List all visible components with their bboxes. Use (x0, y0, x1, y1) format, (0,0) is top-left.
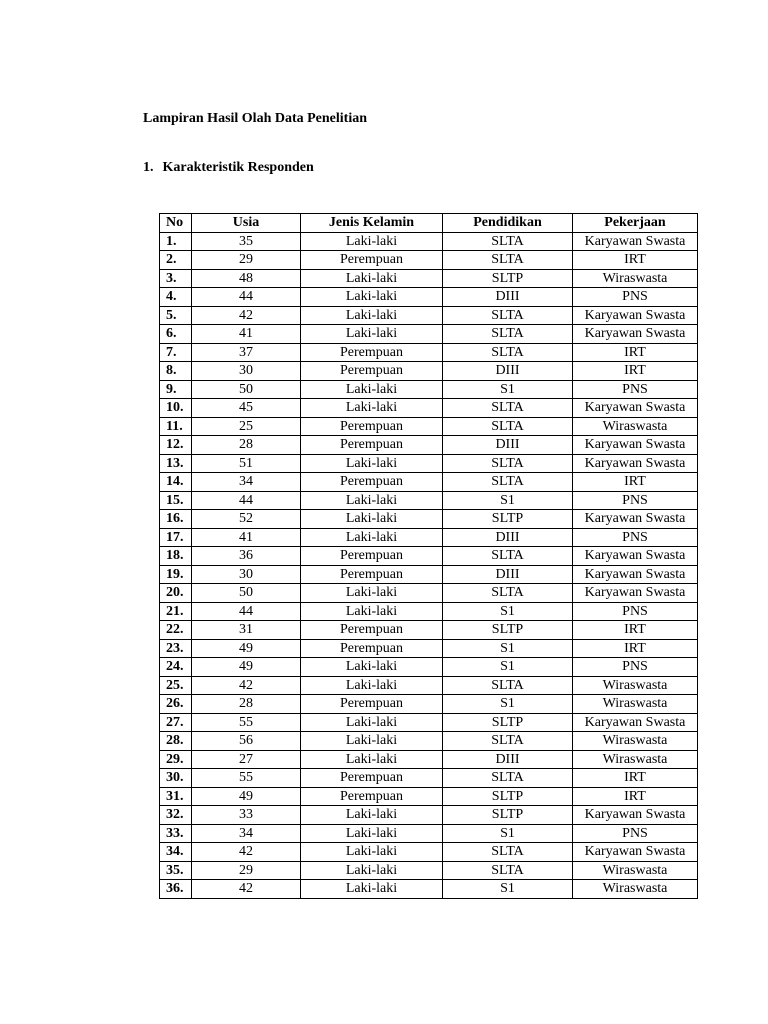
cell-pendidikan: SLTA (443, 769, 573, 788)
table-row (160, 880, 698, 899)
table-row (160, 288, 698, 307)
cell-jenis-kelamin: Perempuan (301, 362, 443, 381)
cell-jenis-kelamin: Perempuan (301, 547, 443, 566)
cell-no: 13. (160, 454, 192, 473)
cell-no: 29. (160, 750, 192, 769)
cell-no: 15. (160, 491, 192, 510)
section-title: Karakteristik Responden (162, 160, 314, 175)
cell-usia: 48 (192, 269, 301, 288)
cell-no: 7. (160, 343, 192, 362)
table-row (160, 473, 698, 492)
cell-jenis-kelamin: Laki-laki (301, 880, 443, 899)
header-usia: Usia (192, 214, 301, 233)
cell-pekerjaan: IRT (573, 787, 698, 806)
table-row (160, 843, 698, 862)
cell-no: 10. (160, 399, 192, 418)
cell-pendidikan: SLTP (443, 713, 573, 732)
cell-usia: 35 (192, 232, 301, 251)
cell-no: 4. (160, 288, 192, 307)
header-pendidikan: Pendidikan (443, 214, 573, 233)
cell-usia: 33 (192, 806, 301, 825)
cell-no: 25. (160, 676, 192, 695)
cell-jenis-kelamin: Perempuan (301, 769, 443, 788)
cell-pekerjaan: Wiraswasta (573, 732, 698, 751)
cell-usia: 56 (192, 732, 301, 751)
cell-pendidikan: SLTA (443, 584, 573, 603)
cell-pekerjaan: PNS (573, 658, 698, 677)
cell-jenis-kelamin: Laki-laki (301, 843, 443, 862)
document-title: Lampiran Hasil Olah Data Penelitian (143, 111, 368, 126)
cell-pekerjaan: Karyawan Swasta (573, 806, 698, 825)
cell-jenis-kelamin: Perempuan (301, 251, 443, 270)
cell-pekerjaan: IRT (573, 473, 698, 492)
cell-usia: 30 (192, 565, 301, 584)
cell-pendidikan: SLTA (443, 232, 573, 251)
cell-usia: 34 (192, 824, 301, 843)
cell-jenis-kelamin: Laki-laki (301, 602, 443, 621)
cell-pekerjaan: Karyawan Swasta (573, 713, 698, 732)
cell-pekerjaan: Karyawan Swasta (573, 547, 698, 566)
cell-pendidikan: SLTA (443, 306, 573, 325)
table-row (160, 454, 698, 473)
cell-pekerjaan: Wiraswasta (573, 417, 698, 436)
cell-pendidikan: SLTA (443, 473, 573, 492)
table-row (160, 639, 698, 658)
cell-usia: 31 (192, 621, 301, 640)
cell-pendidikan: DIII (443, 565, 573, 584)
respondent-table (159, 213, 698, 899)
cell-no: 2. (160, 251, 192, 270)
section-heading (143, 158, 314, 178)
cell-pekerjaan: Karyawan Swasta (573, 565, 698, 584)
cell-jenis-kelamin: Laki-laki (301, 824, 443, 843)
cell-pendidikan: SLTA (443, 417, 573, 436)
table-row (160, 602, 698, 621)
cell-pendidikan: S1 (443, 695, 573, 714)
cell-pendidikan: SLTP (443, 621, 573, 640)
cell-pendidikan: SLTA (443, 732, 573, 751)
cell-jenis-kelamin: Laki-laki (301, 732, 443, 751)
cell-no: 33. (160, 824, 192, 843)
table-row (160, 787, 698, 806)
cell-no: 17. (160, 528, 192, 547)
cell-no: 18. (160, 547, 192, 566)
table-row (160, 306, 698, 325)
table-row (160, 436, 698, 455)
cell-no: 34. (160, 843, 192, 862)
header-pekerjaan: Pekerjaan (573, 214, 698, 233)
cell-pekerjaan: IRT (573, 639, 698, 658)
cell-jenis-kelamin: Laki-laki (301, 510, 443, 529)
cell-usia: 42 (192, 880, 301, 899)
cell-usia: 27 (192, 750, 301, 769)
cell-usia: 42 (192, 843, 301, 862)
cell-pekerjaan: Karyawan Swasta (573, 399, 698, 418)
cell-usia: 41 (192, 325, 301, 344)
cell-jenis-kelamin: Laki-laki (301, 491, 443, 510)
cell-no: 19. (160, 565, 192, 584)
table-row (160, 491, 698, 510)
cell-jenis-kelamin: Laki-laki (301, 232, 443, 251)
cell-no: 22. (160, 621, 192, 640)
cell-jenis-kelamin: Laki-laki (301, 380, 443, 399)
cell-jenis-kelamin: Perempuan (301, 621, 443, 640)
cell-pendidikan: SLTP (443, 510, 573, 529)
table-row (160, 658, 698, 677)
cell-jenis-kelamin: Laki-laki (301, 750, 443, 769)
cell-no: 24. (160, 658, 192, 677)
table-row (160, 417, 698, 436)
cell-usia: 25 (192, 417, 301, 436)
cell-usia: 42 (192, 676, 301, 695)
cell-usia: 49 (192, 639, 301, 658)
cell-pekerjaan: Wiraswasta (573, 269, 698, 288)
table-row (160, 528, 698, 547)
cell-pendidikan: SLTA (443, 547, 573, 566)
cell-pekerjaan: PNS (573, 602, 698, 621)
cell-usia: 36 (192, 547, 301, 566)
cell-jenis-kelamin: Laki-laki (301, 528, 443, 547)
table-row (160, 251, 698, 270)
cell-no: 8. (160, 362, 192, 381)
cell-pendidikan: SLTA (443, 343, 573, 362)
cell-pekerjaan: Karyawan Swasta (573, 436, 698, 455)
table-row (160, 713, 698, 732)
cell-no: 27. (160, 713, 192, 732)
cell-usia: 50 (192, 380, 301, 399)
cell-no: 23. (160, 639, 192, 658)
cell-pekerjaan: Karyawan Swasta (573, 325, 698, 344)
cell-usia: 29 (192, 251, 301, 270)
cell-no: 3. (160, 269, 192, 288)
cell-no: 1. (160, 232, 192, 251)
cell-pendidikan: S1 (443, 824, 573, 843)
cell-jenis-kelamin: Laki-laki (301, 269, 443, 288)
cell-jenis-kelamin: Laki-laki (301, 676, 443, 695)
cell-pendidikan: SLTP (443, 806, 573, 825)
cell-pekerjaan: Karyawan Swasta (573, 584, 698, 603)
table-row (160, 750, 698, 769)
cell-usia: 55 (192, 713, 301, 732)
cell-jenis-kelamin: Laki-laki (301, 658, 443, 677)
cell-pendidikan: SLTA (443, 399, 573, 418)
cell-pendidikan: DIII (443, 288, 573, 307)
cell-jenis-kelamin: Perempuan (301, 695, 443, 714)
cell-usia: 50 (192, 584, 301, 603)
cell-jenis-kelamin: Laki-laki (301, 306, 443, 325)
cell-usia: 37 (192, 343, 301, 362)
cell-pendidikan: SLTA (443, 676, 573, 695)
cell-no: 26. (160, 695, 192, 714)
table-row (160, 325, 698, 344)
cell-jenis-kelamin: Laki-laki (301, 288, 443, 307)
cell-usia: 45 (192, 399, 301, 418)
cell-pekerjaan: IRT (573, 769, 698, 788)
cell-pendidikan: SLTP (443, 269, 573, 288)
table-row (160, 362, 698, 381)
table-header-row (160, 214, 698, 233)
cell-pekerjaan: Wiraswasta (573, 676, 698, 695)
cell-usia: 28 (192, 695, 301, 714)
header-no: No (160, 214, 192, 233)
cell-pekerjaan: PNS (573, 380, 698, 399)
cell-usia: 30 (192, 362, 301, 381)
table-row (160, 547, 698, 566)
cell-jenis-kelamin: Perempuan (301, 565, 443, 584)
cell-pekerjaan: IRT (573, 343, 698, 362)
cell-usia: 52 (192, 510, 301, 529)
table-row (160, 565, 698, 584)
cell-jenis-kelamin: Laki-laki (301, 806, 443, 825)
cell-pendidikan: S1 (443, 880, 573, 899)
cell-pekerjaan: Karyawan Swasta (573, 454, 698, 473)
cell-pekerjaan: Wiraswasta (573, 880, 698, 899)
cell-usia: 41 (192, 528, 301, 547)
cell-pekerjaan: IRT (573, 621, 698, 640)
cell-pendidikan: SLTA (443, 843, 573, 862)
cell-pendidikan: DIII (443, 528, 573, 547)
cell-jenis-kelamin: Laki-laki (301, 325, 443, 344)
cell-jenis-kelamin: Laki-laki (301, 584, 443, 603)
cell-pekerjaan: Karyawan Swasta (573, 510, 698, 529)
table-row (160, 380, 698, 399)
cell-jenis-kelamin: Perempuan (301, 436, 443, 455)
cell-pekerjaan: Wiraswasta (573, 861, 698, 880)
cell-pekerjaan: Wiraswasta (573, 750, 698, 769)
cell-no: 28. (160, 732, 192, 751)
cell-no: 12. (160, 436, 192, 455)
cell-pekerjaan: PNS (573, 528, 698, 547)
cell-usia: 29 (192, 861, 301, 880)
cell-pendidikan: DIII (443, 362, 573, 381)
cell-pendidikan: S1 (443, 491, 573, 510)
cell-pendidikan: SLTA (443, 251, 573, 270)
cell-pekerjaan: Karyawan Swasta (573, 306, 698, 325)
cell-no: 31. (160, 787, 192, 806)
cell-pendidikan: SLTP (443, 787, 573, 806)
cell-pendidikan: SLTA (443, 861, 573, 880)
cell-pekerjaan: PNS (573, 824, 698, 843)
cell-usia: 55 (192, 769, 301, 788)
cell-usia: 44 (192, 491, 301, 510)
cell-pekerjaan: Karyawan Swasta (573, 232, 698, 251)
cell-usia: 44 (192, 288, 301, 307)
cell-pendidikan: S1 (443, 602, 573, 621)
cell-no: 6. (160, 325, 192, 344)
cell-pendidikan: SLTA (443, 454, 573, 473)
cell-usia: 49 (192, 658, 301, 677)
cell-no: 16. (160, 510, 192, 529)
cell-pendidikan: S1 (443, 380, 573, 399)
cell-no: 32. (160, 806, 192, 825)
table-row (160, 695, 698, 714)
cell-pendidikan: S1 (443, 658, 573, 677)
table-row (160, 824, 698, 843)
table-row (160, 676, 698, 695)
cell-no: 11. (160, 417, 192, 436)
cell-usia: 49 (192, 787, 301, 806)
cell-pendidikan: SLTA (443, 325, 573, 344)
cell-no: 21. (160, 602, 192, 621)
section-number: 1. (143, 160, 154, 175)
cell-no: 9. (160, 380, 192, 399)
cell-no: 30. (160, 769, 192, 788)
cell-pekerjaan: PNS (573, 491, 698, 510)
cell-no: 36. (160, 880, 192, 899)
table-row (160, 621, 698, 640)
cell-jenis-kelamin: Laki-laki (301, 454, 443, 473)
cell-no: 35. (160, 861, 192, 880)
header-jenis-kelamin: Jenis Kelamin (301, 214, 443, 233)
table-row (160, 399, 698, 418)
cell-usia: 34 (192, 473, 301, 492)
table-row (160, 232, 698, 251)
cell-jenis-kelamin: Perempuan (301, 417, 443, 436)
cell-usia: 51 (192, 454, 301, 473)
cell-pekerjaan: PNS (573, 288, 698, 307)
cell-pekerjaan: IRT (573, 362, 698, 381)
cell-pekerjaan: Karyawan Swasta (573, 843, 698, 862)
table-row (160, 861, 698, 880)
cell-usia: 28 (192, 436, 301, 455)
cell-pendidikan: DIII (443, 750, 573, 769)
table-body (160, 232, 698, 898)
cell-jenis-kelamin: Perempuan (301, 473, 443, 492)
table-row (160, 269, 698, 288)
table-row (160, 343, 698, 362)
table-row (160, 769, 698, 788)
table-row (160, 806, 698, 825)
table-row (160, 510, 698, 529)
cell-jenis-kelamin: Laki-laki (301, 861, 443, 880)
cell-jenis-kelamin: Laki-laki (301, 399, 443, 418)
cell-pendidikan: DIII (443, 436, 573, 455)
cell-jenis-kelamin: Laki-laki (301, 713, 443, 732)
cell-pendidikan: S1 (443, 639, 573, 658)
cell-pekerjaan: IRT (573, 251, 698, 270)
cell-usia: 44 (192, 602, 301, 621)
cell-jenis-kelamin: Perempuan (301, 787, 443, 806)
cell-usia: 42 (192, 306, 301, 325)
table-row (160, 732, 698, 751)
cell-no: 14. (160, 473, 192, 492)
table-row (160, 584, 698, 603)
cell-pekerjaan: Wiraswasta (573, 695, 698, 714)
cell-no: 5. (160, 306, 192, 325)
cell-jenis-kelamin: Perempuan (301, 639, 443, 658)
cell-no: 20. (160, 584, 192, 603)
cell-jenis-kelamin: Perempuan (301, 343, 443, 362)
